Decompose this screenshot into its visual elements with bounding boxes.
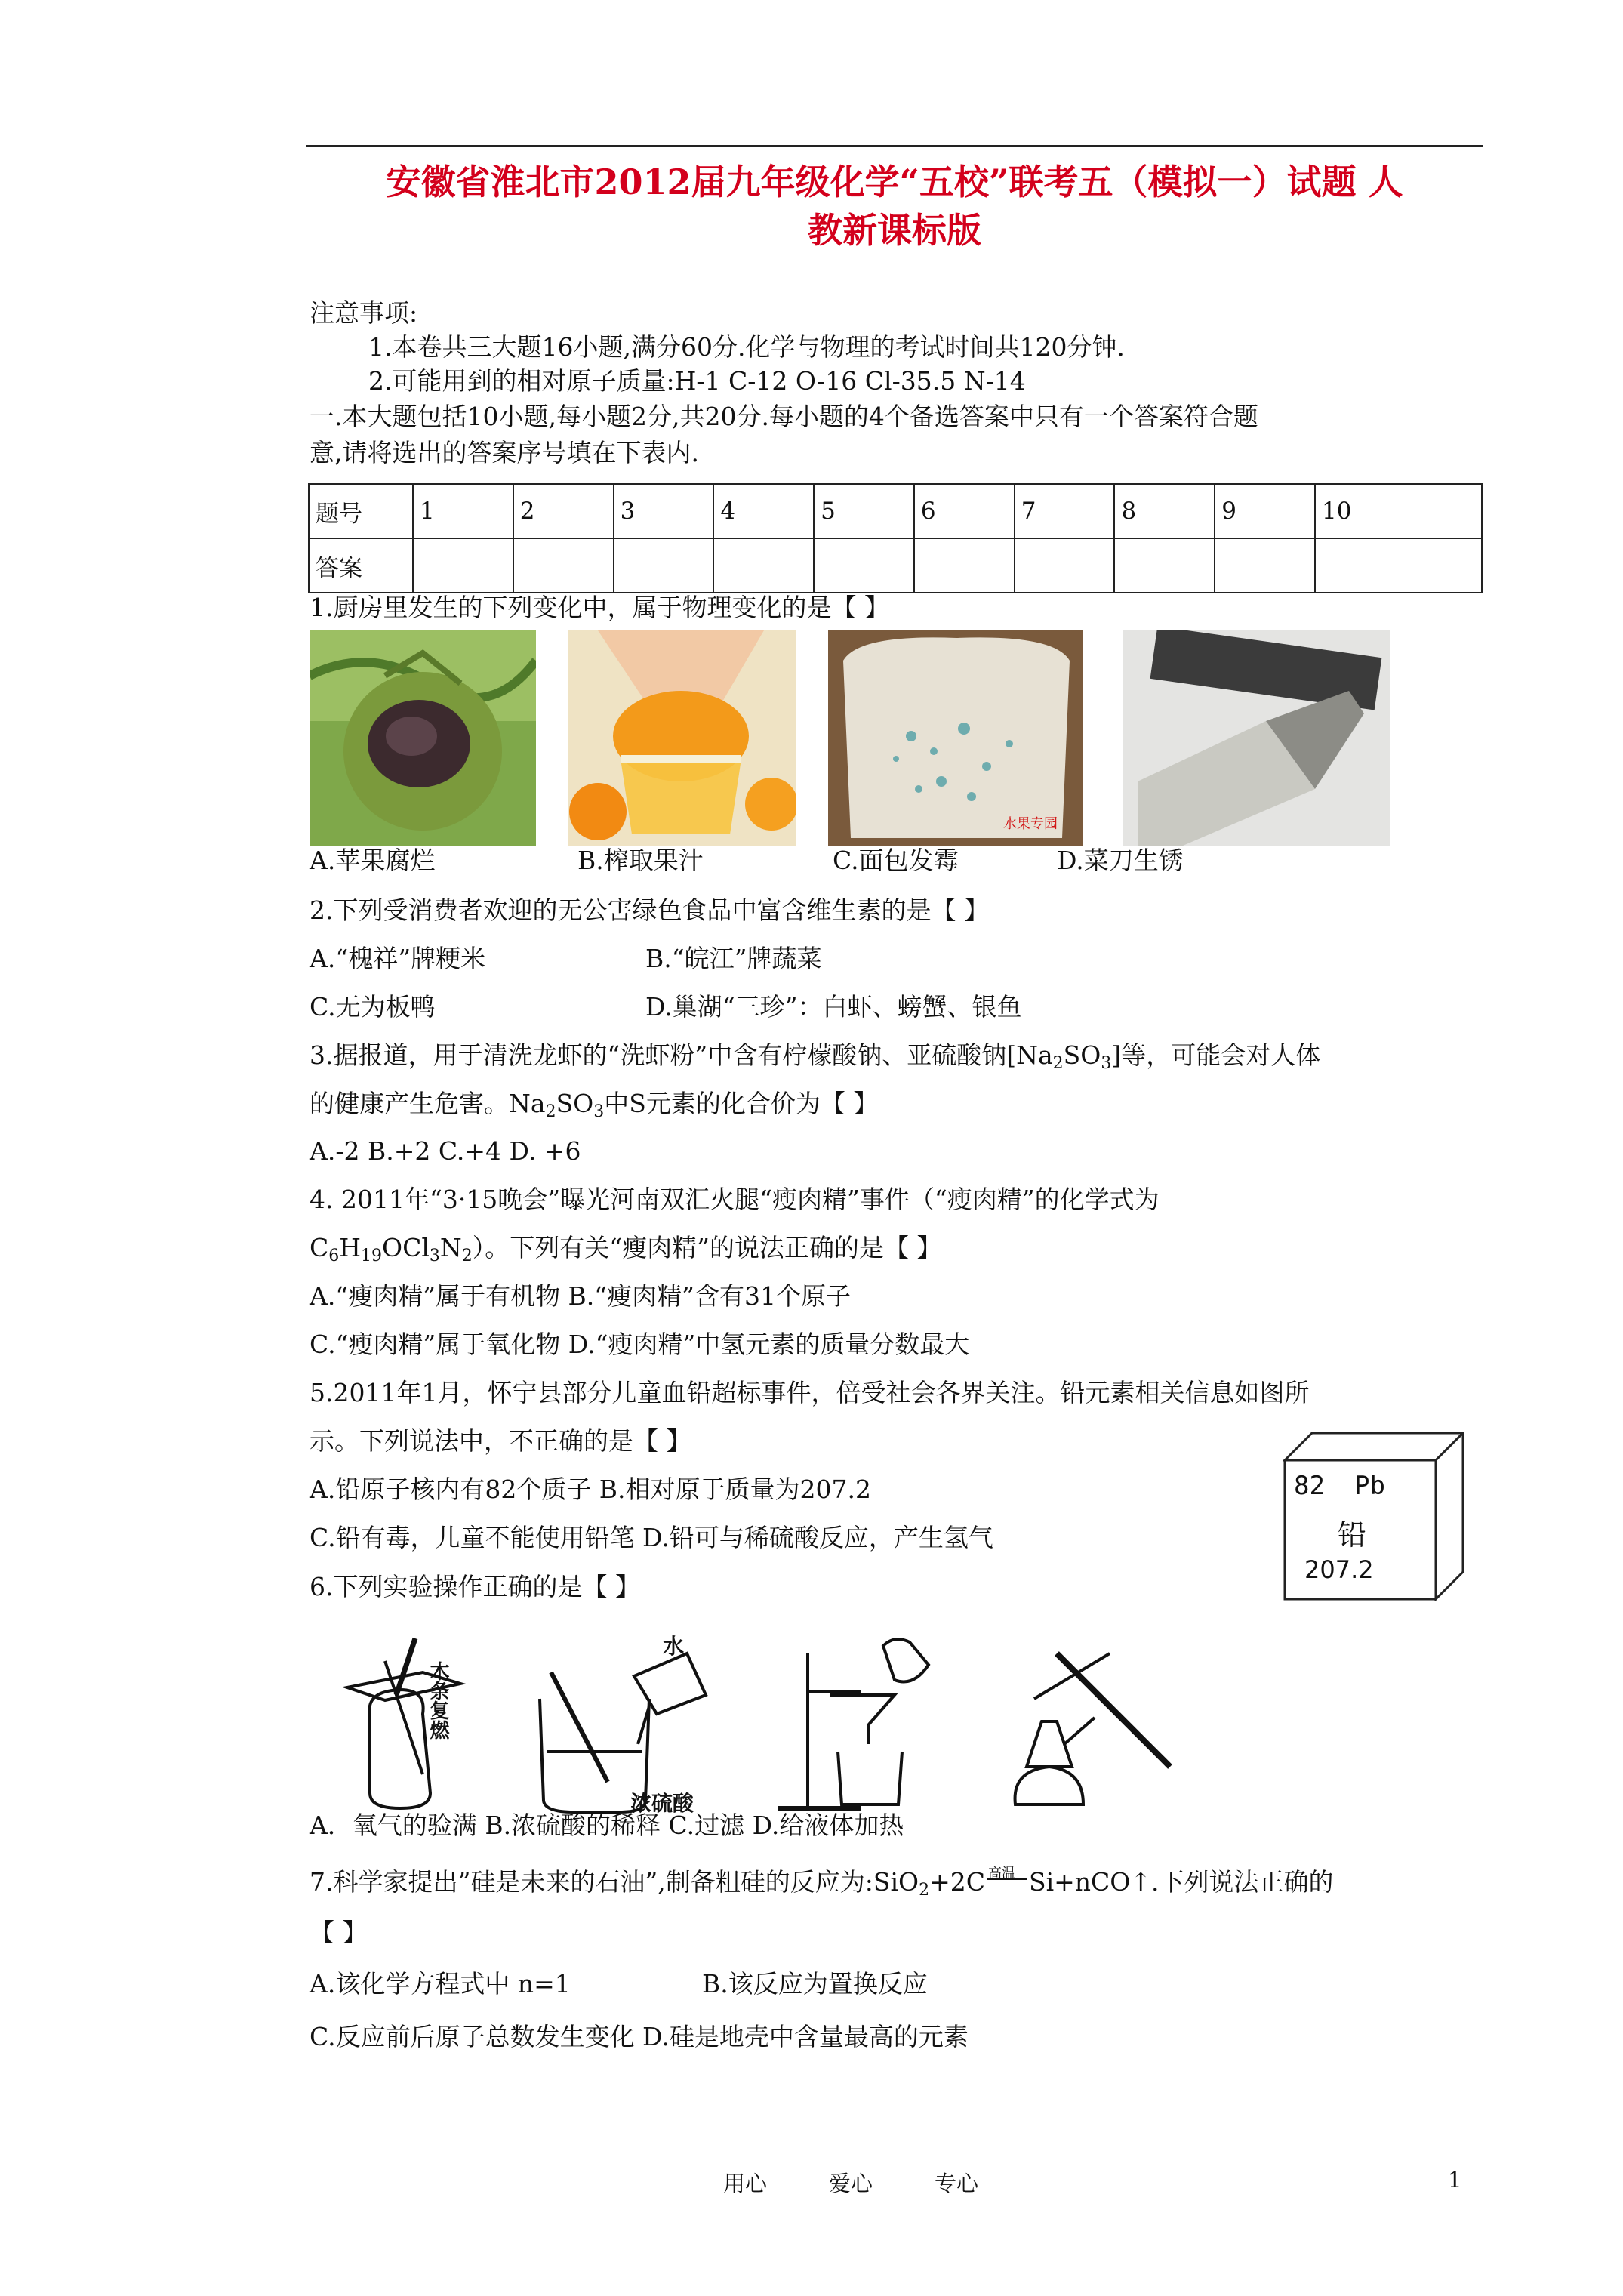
q7-bracket: 【 】: [310, 1918, 368, 1947]
table-cell: 9: [1215, 484, 1315, 538]
q4-line2: $C_6H_{19}OCl_3N_2$）。下列有关“瘦肉精”的说法正确的是【 】: [310, 1233, 942, 1265]
page-title-line2: 教新课标版: [808, 210, 981, 251]
table-header-cell: 题号: [309, 484, 413, 538]
table-cell: 5: [814, 484, 914, 538]
q4-formula-n: N: [439, 1233, 462, 1262]
q1-option-a: A.苹果腐烂: [310, 846, 436, 875]
q1-option-d: D.菜刀生锈: [1057, 846, 1184, 875]
header-rule: [306, 145, 1483, 147]
answer-table: [308, 483, 1483, 593]
table-header-cell: 答案: [309, 538, 413, 593]
answer-cell[interactable]: [413, 538, 513, 593]
kitchen-knife-photo: [1123, 630, 1390, 846]
answer-cell[interactable]: [914, 538, 1015, 593]
answer-cell[interactable]: [614, 538, 714, 593]
q3-options: A.-2 B.+2 C.+4 D. +6: [310, 1136, 581, 1166]
q4-options-ab: A.“瘦肉精”属于有机物 B.“瘦肉精”含有31个原子: [310, 1281, 852, 1311]
q7-options-cd: C.反应前后原子总数发生变化 D.硅是地壳中含量最高的元素: [310, 2022, 969, 2051]
q6-options: A．氧气的验满 B.浓硫酸的稀释 C.过滤 D.给液体加热: [310, 1811, 904, 1840]
q2-stem: 2.下列受消费者欢迎的无公害绿色食品中富含维生素的是【 】: [310, 895, 989, 925]
page-number: 1: [1448, 2167, 1462, 2193]
q7-line1: 7.科学家提出”硅是未来的石油”,制备粗硅的反应为:SiO$_2$+2C 高温 Si+nCO↑.下列说法正确的: [310, 1867, 1333, 1906]
element-atomic-number: 82: [1294, 1471, 1325, 1501]
notice-heading: 注意事项:: [310, 298, 418, 328]
photo-watermark: 水果专园: [1003, 816, 1058, 832]
element-name: 铅: [1338, 1518, 1367, 1552]
reaction-arrow: [985, 1868, 1029, 1891]
q5-line1: 5.2011年1月，怀宁县部分儿童血铅超标事件，倍受社会各界关注。铅元素相关信息如图所: [310, 1378, 1310, 1407]
q5-line2: 示。下列说法中，不正确的是【 】: [310, 1426, 691, 1456]
table-row: [309, 484, 1482, 538]
notice-item-1: 1.本卷共三大题16小题,满分60分.化学与物理的考试时间共120分钟.: [368, 332, 1125, 362]
q1-stem: 1.厨房里发生的下列变化中，属于物理变化的是【 】: [310, 593, 889, 622]
label-wood-splint: 木条复燃: [427, 1661, 449, 1740]
table-cell: 7: [1015, 484, 1115, 538]
q7-line1-mid: +2C: [929, 1867, 985, 1897]
q5-options-cd: C.铅有毒，儿童不能使用铅笔 D.铅可与稀硫酸反应，产生氢气: [310, 1523, 993, 1552]
q3-line1: 3.据报道，用于清洗龙虾的“洗虾粉”中含有柠檬酸钠、亚硫酸钠$[Na_2SO_3]$等，可能会对人体: [310, 1040, 1321, 1073]
q4-options-cd: C.“瘦肉精”属于氧化物 D.“瘦肉精”中氢元素的质量分数最大: [310, 1330, 970, 1359]
q3-line2: 的健康产生危害。$Na_2SO_3$中S元素的化合价为【 】: [310, 1089, 879, 1121]
table-cell: 10: [1315, 484, 1482, 538]
table-cell: 1: [413, 484, 513, 538]
table-cell: 4: [713, 484, 814, 538]
q1-option-b: B.榨取果汁: [577, 846, 704, 875]
element-mass: 207.2: [1304, 1555, 1374, 1584]
q4-formula-c: C: [310, 1233, 329, 1262]
footer-slogan-2: 爱心: [829, 2171, 873, 2196]
footer-slogan-3: 专心: [935, 2171, 979, 2196]
q5-options-ab: A.铅原子核内有82个质子 B.相对原于质量为207.2: [310, 1475, 872, 1504]
lead-element-card: [1283, 1432, 1464, 1601]
table-cell: 8: [1114, 484, 1215, 538]
q3-line2-post: 中S元素的化合价为【 】: [604, 1089, 879, 1118]
answer-cell[interactable]: [814, 538, 914, 593]
q4-line2-post: ）。下列有关“瘦肉精”的说法正确的是【 】: [472, 1233, 942, 1262]
q2-option-b: B.“皖江”牌蔬菜: [645, 944, 822, 973]
q7-option-a: A.该化学方程式中 n=1: [310, 1969, 571, 1999]
q3-line1-post: ]等，可能会对人体: [1111, 1040, 1321, 1070]
rotten-apple-photo: [310, 630, 536, 846]
table-cell: 2: [513, 484, 614, 538]
page-title-line1: 安徽省淮北市2012届九年级化学“五校”联考五（模拟一）试题 人: [386, 162, 1403, 202]
table-cell: 3: [614, 484, 714, 538]
q2-option-c: C.无为板鸭: [310, 992, 436, 1022]
q3-line2-pre: 的健康产生危害。Na: [310, 1089, 546, 1118]
notice-item-2: 2.可能用到的相对原子质量:H-1 C-12 O-16 Cl-35.5 N-14: [368, 366, 1026, 396]
q7-line1-pre: 7.科学家提出”硅是未来的石油”,制备粗硅的反应为:SiO: [310, 1867, 919, 1897]
table-cell: 6: [914, 484, 1015, 538]
answer-cell[interactable]: [1215, 538, 1315, 593]
label-sulfuric-acid: 浓硫酸: [630, 1791, 694, 1816]
q3-line1-pre: 3.据报道，用于清洗龙虾的“洗虾粉”中含有柠檬酸钠、亚硫酸钠[Na: [310, 1040, 1053, 1070]
answer-cell[interactable]: [1114, 538, 1215, 593]
q4-formula-ocl: OCl: [382, 1233, 430, 1262]
answer-cell[interactable]: [713, 538, 814, 593]
moldy-bread-photo: [828, 630, 1083, 846]
reaction-condition: 高温: [987, 1866, 1015, 1881]
answer-cell[interactable]: [1315, 538, 1482, 593]
element-symbol: Pb: [1354, 1471, 1385, 1501]
q2-option-a: A.“槐祥”牌粳米: [310, 944, 486, 973]
q4-line1: 4. 2011年“3·15晚会”曝光河南双汇火腿“瘦肉精”事件（“瘦肉精”的化学式为: [310, 1185, 1160, 1214]
table-row: [309, 538, 1482, 593]
q7-line1-post: Si+nCO↑.下列说法正确的: [1028, 1867, 1334, 1897]
section-intro-line1: 一.本大题包括10小题,每小题2分,共20分.每小题的4个备选答案中只有一个答案符合题: [310, 402, 1258, 431]
lab-apparatus-illustration: [332, 1631, 1208, 1820]
q7-option-b: B.该反应为置换反应: [702, 1969, 928, 1999]
section-intro-line2: 意,请将选出的答案序号填在下表内.: [310, 438, 699, 467]
juicer-photo: [568, 630, 796, 846]
footer-slogan-1: 用心: [723, 2171, 768, 2196]
q1-option-c: C.面包发霉: [833, 846, 959, 875]
answer-cell[interactable]: [513, 538, 614, 593]
q4-formula-h: H: [339, 1233, 362, 1262]
q2-option-d: D.巢湖“三珍”：白虾、螃蟹、银鱼: [645, 992, 1022, 1022]
answer-cell[interactable]: [1015, 538, 1115, 593]
q6-stem: 6.下列实验操作正确的是【 】: [310, 1572, 640, 1601]
label-water: 水: [663, 1634, 685, 1659]
